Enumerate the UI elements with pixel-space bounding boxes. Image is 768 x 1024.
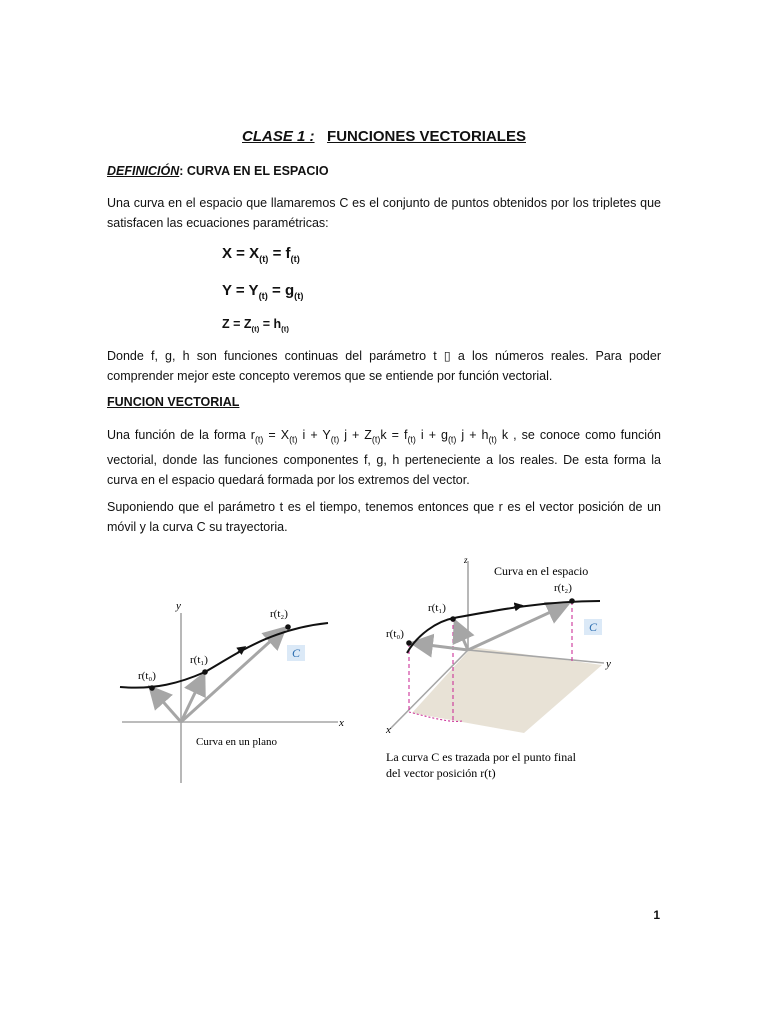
y-axis-label: y bbox=[176, 600, 181, 612]
caption-line-1: La curva C es trazada por el punto final bbox=[386, 750, 576, 764]
vector-3d-r-t0 bbox=[412, 643, 468, 650]
label-r-t1: r(t₁) bbox=[190, 654, 208, 666]
paragraph-definicion: Una curva en el espacio que llamaremos C es el conjunto de puntos obtenidos por los tripletes que satisfacen las ecuaciones paramétricas: bbox=[107, 196, 661, 230]
definicion-heading bbox=[107, 164, 329, 178]
paragraph-funcion-vectorial: Una función de la forma $r_{(t)} = X_{(t)}$ $i + Y_{(t)}$ $j + Z_{(t)}k = f_{(t)}$ $i + g_{(t)}$ $j + h_{(t)}$ k , se conoce como función vectorial, donde las funciones componentes f, g, h perteneciente a los reales. De esta forma la curva en el espacio quedará formada por los extremos del vector. bbox=[107, 428, 661, 487]
page-number: 1 bbox=[653, 908, 660, 922]
y-axis-label-3d: y bbox=[606, 658, 611, 670]
figure-space-title: Curva en el espacio bbox=[494, 564, 589, 578]
point-3d-t1 bbox=[450, 616, 456, 622]
label-r-t2: r(t₂) bbox=[270, 608, 288, 620]
label-3d-r-t1: r(t₁) bbox=[428, 602, 446, 614]
equation-y: $Y = Y_{(t)} = g_{(t)}$ bbox=[222, 282, 304, 301]
label-3d-r-t2: r(t₂) bbox=[554, 582, 572, 594]
title-main: FUNCIONES VECTORIALES bbox=[327, 128, 526, 145]
caption-curva-plano: Curva en un plano bbox=[196, 736, 277, 748]
vector-3d-r-t2 bbox=[468, 604, 568, 650]
point-t1 bbox=[202, 669, 208, 675]
paragraph-suponiendo: Suponiendo que el parámetro t es el tiempo, tenemos entonces que r es el vector posición de un móvil y la curva C su trayectoria. bbox=[107, 500, 661, 534]
definicion-label: DEFINICIÓN bbox=[107, 164, 180, 178]
point-3d-t2 bbox=[569, 598, 575, 604]
equation-z: $Z = Z_{(t)} = h_{(t)}$ bbox=[222, 317, 289, 334]
caption-line-2: del vector posición r(t) bbox=[386, 766, 496, 780]
page-title bbox=[0, 128, 768, 145]
curve-3d-label-c: C bbox=[589, 620, 598, 634]
z-axis-label: z bbox=[464, 555, 468, 565]
figure-curva-plano bbox=[110, 595, 350, 790]
curve-label-c: C bbox=[292, 646, 301, 660]
figure-curva-espacio bbox=[372, 555, 622, 785]
definicion-rest: : CURVA EN EL ESPACIO bbox=[179, 164, 329, 178]
point-t2 bbox=[285, 624, 291, 630]
paragraph-donde: Donde f, g, h son funciones continuas del parámetro t ▯ a los números reales. Para poder comprender mejor este concepto veremos que se entiende por función vectorial. bbox=[107, 349, 661, 383]
label-3d-r-t0: r(t₀) bbox=[386, 628, 404, 640]
vector-r-t0 bbox=[150, 687, 181, 722]
x-axis-label-3d: x bbox=[386, 724, 391, 736]
equation-x: $X = X_{(t)} = f_{(t)}$ bbox=[222, 245, 300, 264]
x-axis-label: x bbox=[339, 717, 344, 729]
point-t0 bbox=[149, 685, 155, 691]
vector-3d-r-t1 bbox=[455, 621, 468, 650]
label-r-t0: r(t₀) bbox=[138, 670, 156, 682]
point-3d-t0 bbox=[406, 640, 412, 646]
vector-r-t1 bbox=[181, 674, 204, 722]
funcion-vectorial-heading: FUNCION VECTORIAL bbox=[107, 395, 240, 409]
title-clase: CLASE 1 : bbox=[242, 128, 315, 145]
